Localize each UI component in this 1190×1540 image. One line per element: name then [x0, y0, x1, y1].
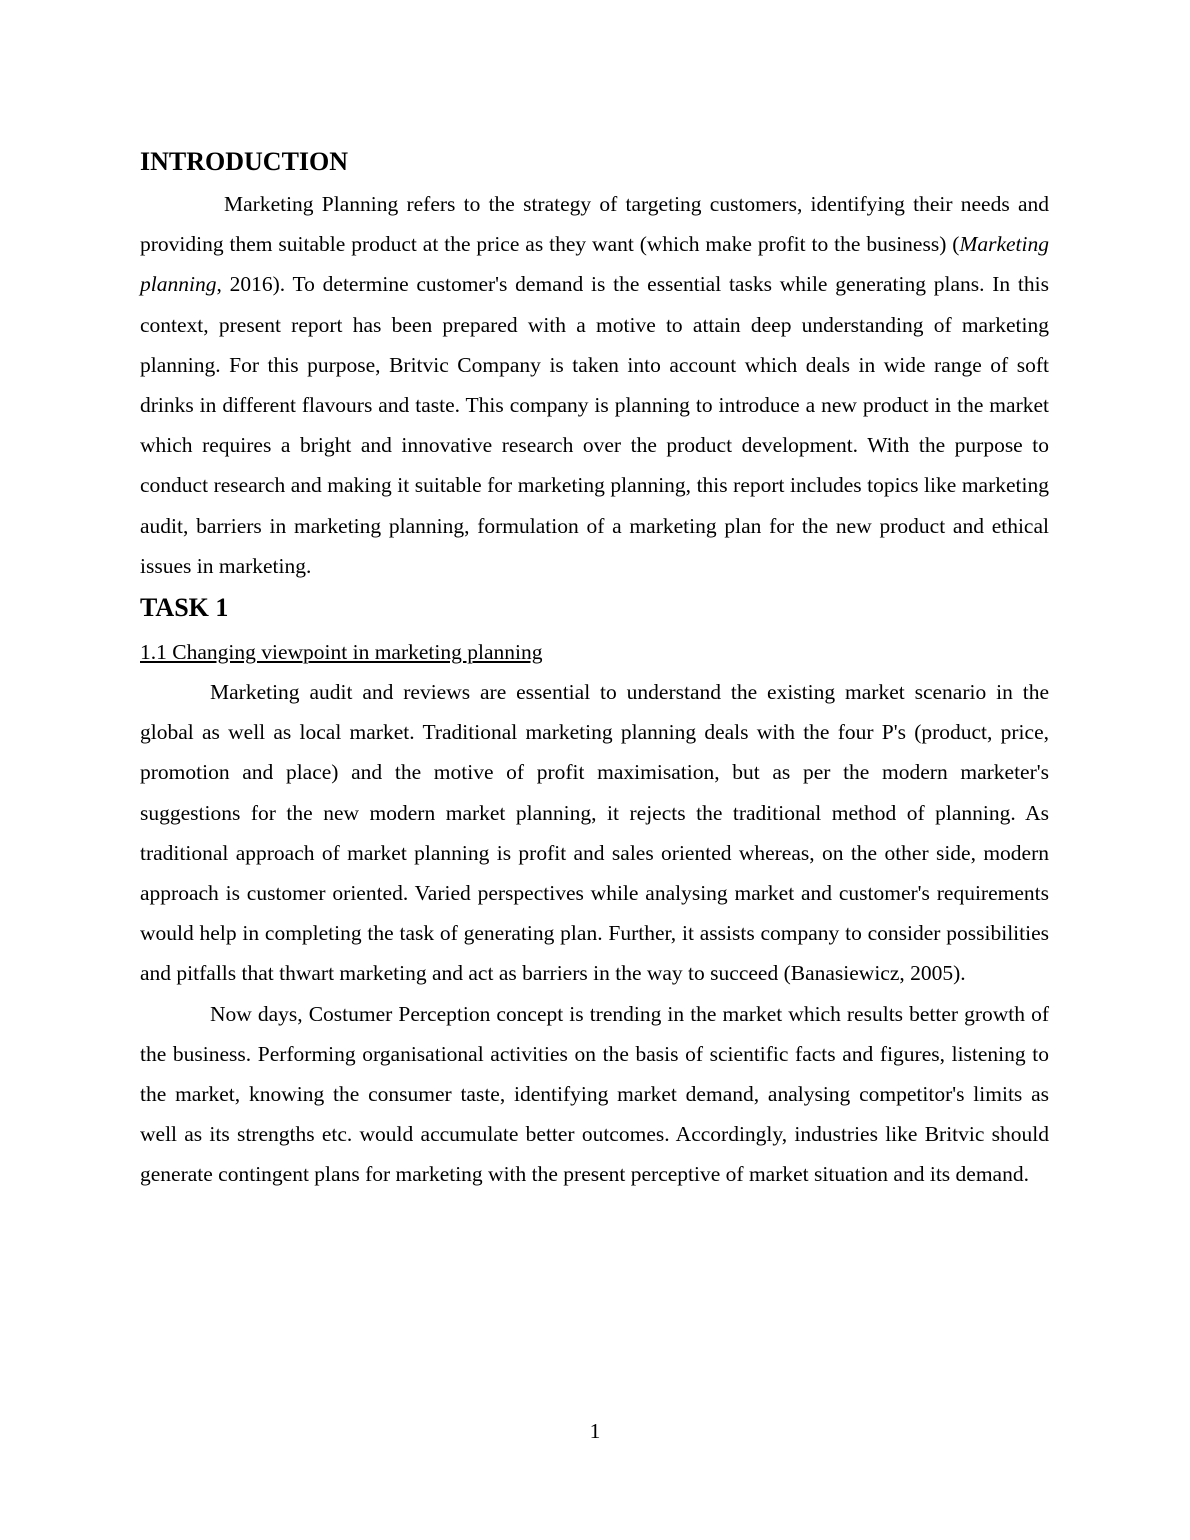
intro-text-start: Marketing Planning refers to the strategy of targeting customers, identifying their needs and providing them suitable product at the price as they want (which make profit to the business) ( — [140, 192, 1049, 257]
task1-heading: TASK 1 — [140, 593, 229, 623]
task1-paragraph-1: Marketing audit and reviews are essential to understand the existing market scenario in the global as well as local market. Traditional marketing planning deals with the four P's (product, price, promotion and place) and the motive of profit maximisation, but as per the modern marketer's suggestions for the new modern market planning, it rejects the traditional method of planning. As traditional approach of market planning is profit and sales oriented whereas, on the other side, modern approach is customer oriented. Varied perspectives while analysing market and customer's requirements would help in completing the task of generating plan. Further, it assists company to consider possibilities and pitfalls that thwart marketing and act as barriers in the way to succeed (Banasiewicz, 2005). — [140, 680, 1049, 986]
task1-paragraph-2: Now days, Costumer Perception concept is trending in the market which results better growth of the business. Performing organisational activities on the basis of scientific facts and figures, listening to the market, knowing the consumer taste, identifying market demand, analysing competitor's limits as well as its strengths etc. would accumulate better outcomes. Accordingly, industries like Britvic should generate contingent plans for marketing with the present perceptive of market situation and its demand. — [140, 1001, 1049, 1187]
intro-text-end: , 2016). To determine customer's demand is the essential tasks while generating plans. In this context, present report has been prepared with a motive to attain deep understanding of marketing planning. For this purpose, Britvic Company is taken into account which deals in wide range of soft drinks in different flavours and taste. This company is planning to introduce a new product in the market which requires a bright and innovative research over the product development. With the purpose to conduct research and making it suitable for marketing planning, this report includes topics like marketing audit, barriers in marketing planning, formulation of a marketing plan for the new product and ethical issues in marketing. — [140, 272, 1049, 578]
introduction-paragraph — [140, 184, 1049, 586]
page-number: 1 — [589, 1419, 601, 1443]
document-page — [140, 140, 1049, 1195]
citation-title: Marketing planning — [140, 232, 1049, 297]
section-1-1-subheading: 1.1 Changing viewpoint in marketing planning — [140, 640, 543, 665]
introduction-heading: INTRODUCTION — [140, 147, 349, 176]
